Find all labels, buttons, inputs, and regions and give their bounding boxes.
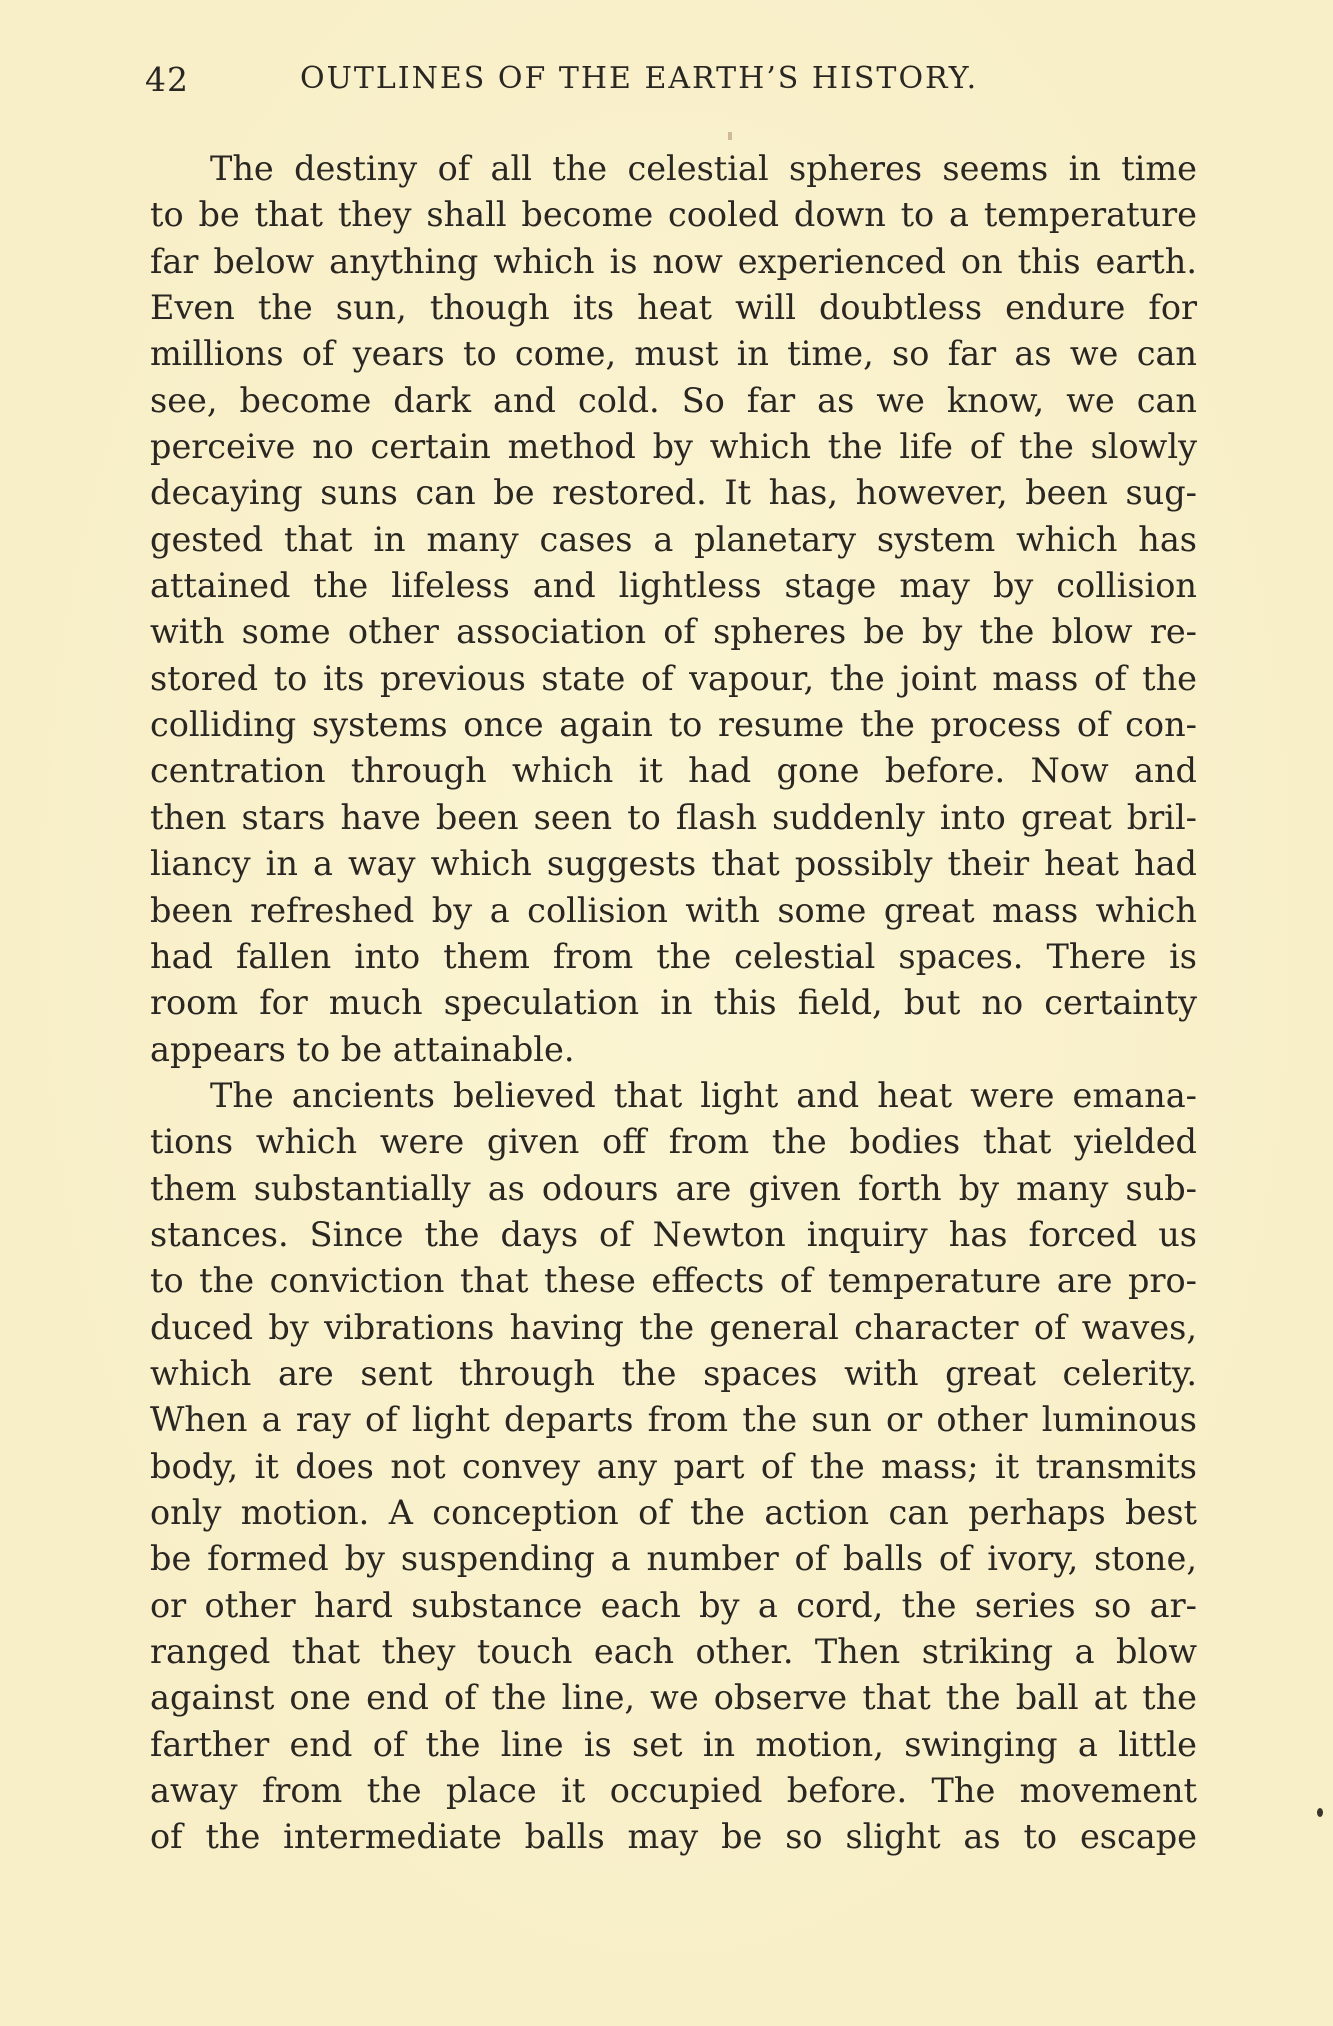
ink-speck <box>1317 1808 1323 1817</box>
text-line: appears to be attainable. <box>150 1029 575 1069</box>
text-line: body, it does not convey any part of the mass; it transmits <box>150 1446 1197 1486</box>
text-line: be formed by suspending a number of balls of ivory, stone, <box>150 1539 1197 1579</box>
text-line: with some other association of spheres be by the blow re- <box>150 612 1197 652</box>
body-text <box>150 146 1197 1861</box>
page-header <box>145 60 1195 110</box>
text-line: stored to its previous state of vapour, the joint mass of the <box>150 658 1197 698</box>
text-line: millions of years to come, must in time, so far as we can <box>150 334 1197 374</box>
text-line: room for much speculation in this field, but no certainty <box>150 983 1197 1023</box>
text-line: only motion. A conception of the action can perhaps best <box>150 1492 1197 1532</box>
text-line: been refreshed by a collision with some great mass which <box>150 890 1197 930</box>
text-line: had fallen into them from the celestial spaces. There is <box>150 936 1197 976</box>
text-line: duced by vibrations having the general character of waves, <box>150 1307 1197 1347</box>
text-line: centration through which it had gone before. Now and <box>150 751 1197 791</box>
running-title: OUTLINES OF THE EARTH’S HISTORY. <box>300 61 979 96</box>
text-line: see, become dark and cold. So far as we know, we can <box>150 380 1197 420</box>
text-line: The destiny of all the celestial spheres seems in time <box>210 149 1197 188</box>
text-line: tions which were given off from the bodies that yielded <box>150 1122 1197 1162</box>
text-line: to the conviction that these effects of temperature are pro- <box>150 1261 1197 1301</box>
paragraph-1 <box>150 146 1197 1073</box>
text-line: liancy in a way which suggests that possibly their heat had <box>150 844 1197 884</box>
text-line: them substantially as odours are given forth by many sub- <box>150 1168 1197 1208</box>
text-line: away from the place it occupied before. The movement <box>150 1771 1197 1811</box>
text-line: When a ray of light departs from the sun or other luminous <box>150 1400 1197 1440</box>
text-line: farther end of the line is set in motion, swinging a little <box>150 1724 1197 1764</box>
text-line: or other hard substance each by a cord, the series so ar- <box>150 1585 1197 1625</box>
text-line: colliding systems once again to resume the process of con- <box>150 705 1197 745</box>
page-number: 42 <box>145 60 189 99</box>
ink-mark <box>728 132 732 140</box>
text-line: then stars have been seen to flash suddenly into great bril- <box>150 797 1197 837</box>
text-line: stances. Since the days of Newton inquiry has forced us <box>150 1214 1197 1254</box>
text-line: The ancients believed that light and heat were emana- <box>210 1075 1197 1115</box>
text-line: to be that they shall become cooled down to a temperature <box>150 195 1197 235</box>
text-line: perceive no certain method by which the life of the slowly <box>150 427 1197 467</box>
text-line: which are sent through the spaces with great celerity. <box>150 1353 1197 1393</box>
text-line: gested that in many cases a planetary system which has <box>150 519 1197 559</box>
text-line: far below anything which is now experienced on this earth. <box>150 241 1197 281</box>
text-line: Even the sun, though its heat will doubtless endure for <box>150 288 1197 328</box>
text-line: decaying suns can be restored. It has, however, been sug- <box>150 473 1197 513</box>
text-line: against one end of the line, we observe that the ball at the <box>150 1678 1197 1718</box>
text-line: of the intermediate balls may be so slight as to escape <box>150 1817 1197 1857</box>
text-line: ranged that they touch each other. Then striking a blow <box>150 1632 1197 1671</box>
paragraph-2 <box>150 1073 1197 1861</box>
text-line: attained the lifeless and lightless stage may by collision <box>150 566 1197 606</box>
